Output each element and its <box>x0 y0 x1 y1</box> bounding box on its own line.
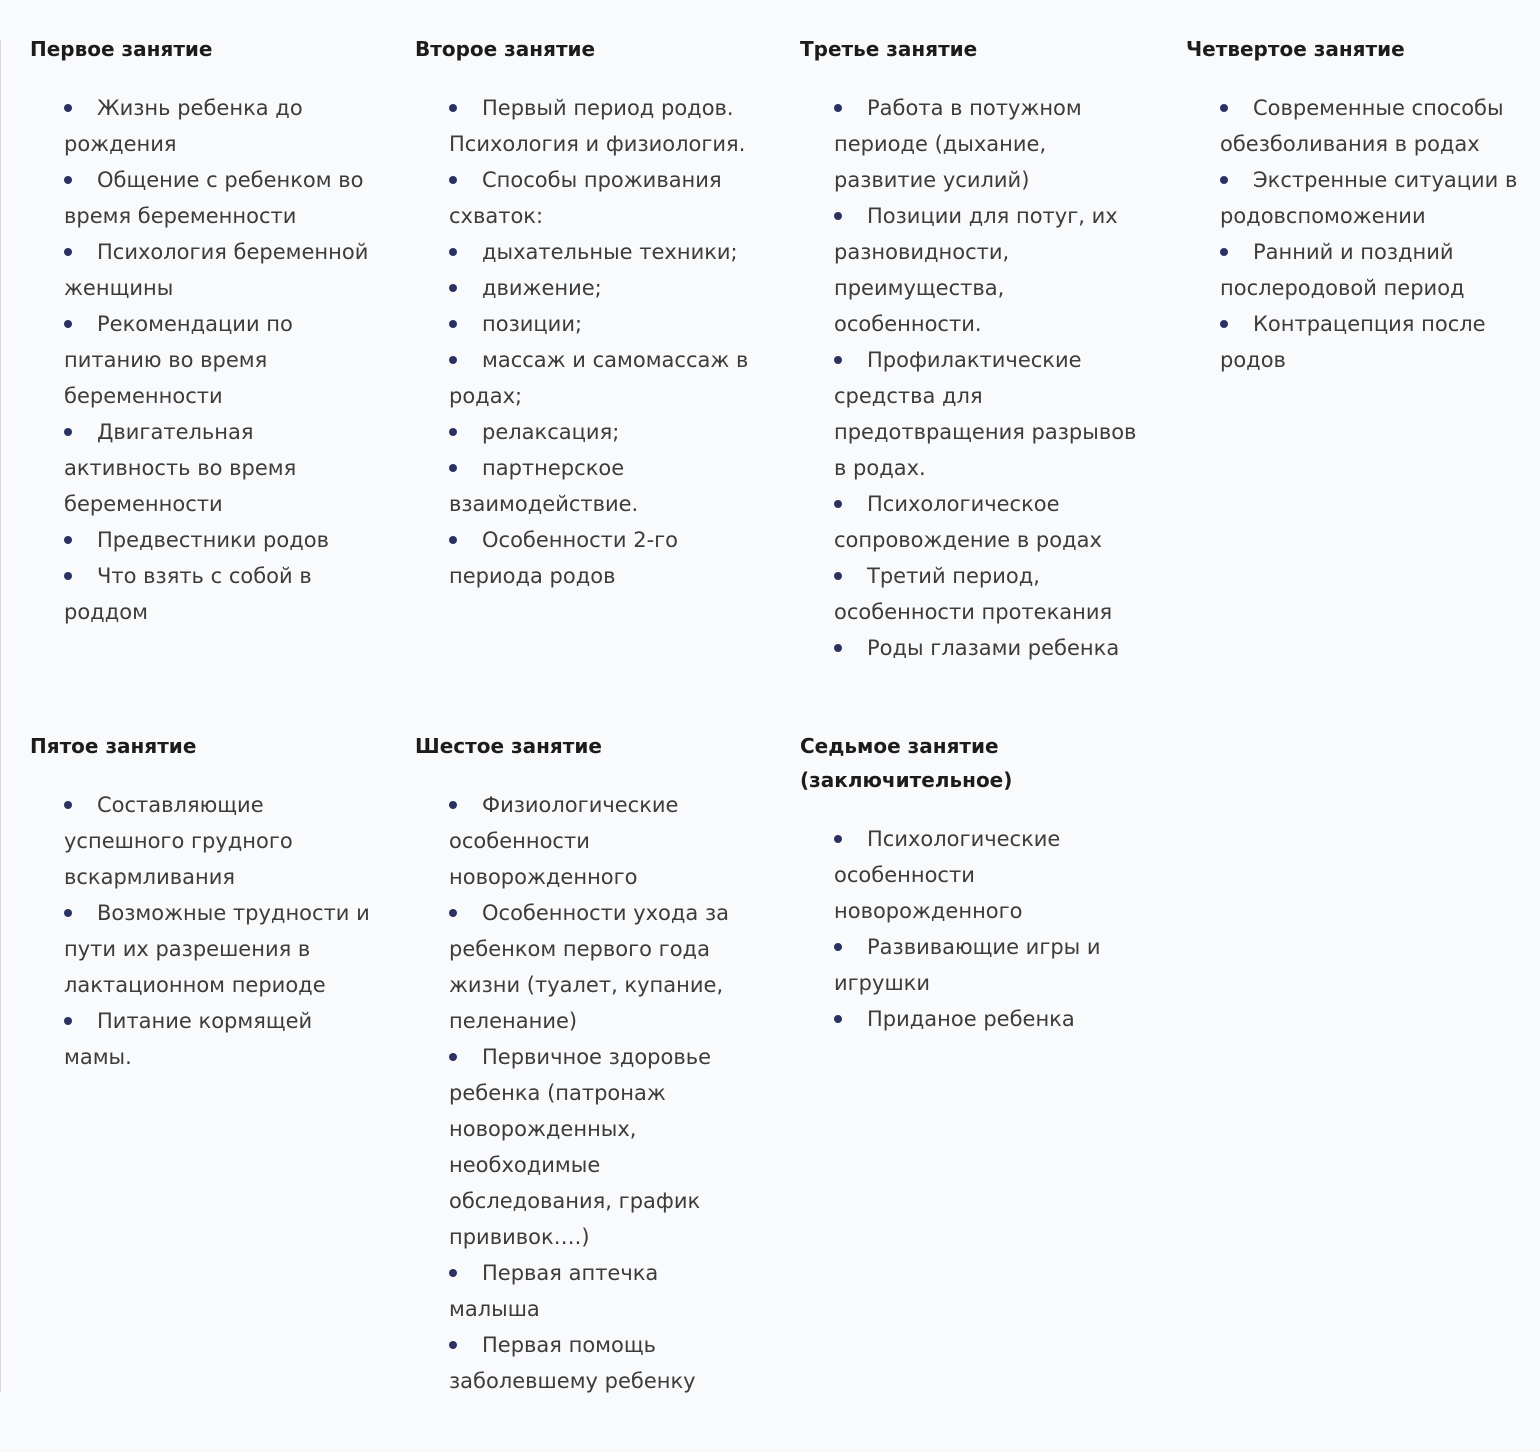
topic-item <box>834 821 1140 929</box>
topic-item <box>1220 234 1526 306</box>
bullet-icon <box>449 356 457 364</box>
topic-item <box>449 306 755 342</box>
bullet-icon <box>449 1341 457 1349</box>
topic-text: Предвестники родов <box>97 528 329 552</box>
lesson-2 <box>415 32 755 594</box>
topic-item <box>449 1039 755 1255</box>
topic-text: движение; <box>482 276 602 300</box>
bullet-icon <box>449 464 457 472</box>
topic-text: Роды глазами ребенка <box>867 636 1120 660</box>
topic-text: позиции; <box>482 312 583 336</box>
bullet-icon <box>449 909 457 917</box>
bullet-icon <box>64 801 72 809</box>
topic-list <box>415 90 755 594</box>
topic-item <box>449 522 755 594</box>
topic-text: Психология беременной женщины <box>64 240 369 300</box>
bullet-icon <box>449 1269 457 1277</box>
topic-text: Профилактические средства для предотвращения разрывов в родах. <box>834 348 1137 480</box>
topic-text: релаксация; <box>482 420 620 444</box>
topic-item <box>1220 90 1526 162</box>
topic-text: Первая аптечка малыша <box>449 1261 659 1321</box>
topic-list <box>30 90 370 630</box>
bullet-icon <box>1220 248 1228 256</box>
topic-item <box>449 270 755 306</box>
topic-text: Первая помощь заболевшему ребенку <box>449 1333 696 1393</box>
bullet-icon <box>449 284 457 292</box>
bullet-icon <box>64 320 72 328</box>
left-divider <box>0 40 1 1392</box>
bullet-icon <box>64 572 72 580</box>
topic-text: Психологическое сопровождение в родах <box>834 492 1102 552</box>
topic-text: Способы проживания схваток: <box>449 168 722 228</box>
lesson-title: Четвертое занятие <box>1186 37 1405 61</box>
bullet-icon <box>449 176 457 184</box>
bullet-icon <box>64 536 72 544</box>
topic-text: Особенности ухода за ребенком первого года жизни (туалет, купание, пеленание) <box>449 901 730 1033</box>
topic-item <box>834 630 1140 666</box>
topic-text: Третий период, особенности протекания <box>834 564 1113 624</box>
lesson-title: Седьмое занятие (заключительное) <box>800 734 1013 792</box>
bullet-icon <box>64 248 72 256</box>
bullet-icon <box>64 104 72 112</box>
bullet-icon <box>449 320 457 328</box>
topic-text: Общение с ребенком во время беременности <box>64 168 364 228</box>
lesson-6 <box>415 729 755 1399</box>
topic-item <box>834 929 1140 1001</box>
topic-text: Особенности 2-го периода родов <box>449 528 679 588</box>
topic-item <box>449 162 755 234</box>
topic-list <box>415 787 755 1399</box>
topic-list <box>30 787 370 1075</box>
topic-text: Позиции для потуг, их разновидности, преимущества, особенности. <box>834 204 1118 336</box>
lesson-title: Пятое занятие <box>30 734 197 758</box>
bullet-icon <box>449 536 457 544</box>
lesson-title: Третье занятие <box>800 37 978 61</box>
topic-text: Психологические особенности новорожденного <box>834 827 1061 923</box>
topic-text: Первый период родов. Психология и физиология. <box>449 96 746 156</box>
topic-text: Что взять с собой в роддом <box>64 564 312 624</box>
topic-item <box>64 306 370 414</box>
bullet-icon <box>449 248 457 256</box>
topic-text: дыхательные техники; <box>482 240 738 264</box>
topic-item <box>449 234 755 270</box>
bullet-icon <box>834 356 842 364</box>
topic-item <box>64 1003 370 1075</box>
lesson-4 <box>1186 32 1526 378</box>
topic-item <box>64 234 370 306</box>
topic-text: Рекомендации по питанию во время беременности <box>64 312 293 408</box>
topic-item <box>64 522 370 558</box>
topic-text: Возможные трудности и пути их разрешения в лактационном периоде <box>64 901 370 997</box>
topic-item <box>834 1001 1140 1037</box>
topic-item <box>449 90 755 162</box>
lesson-3 <box>800 32 1140 666</box>
bullet-icon <box>834 943 842 951</box>
bullet-icon <box>64 1017 72 1025</box>
topic-text: Питание кормящей мамы. <box>64 1009 313 1069</box>
topic-text: массаж и самомассаж в родах; <box>449 348 749 408</box>
topic-item <box>449 450 755 522</box>
topic-item <box>834 342 1140 486</box>
bullet-icon <box>834 500 842 508</box>
topic-item <box>449 787 755 895</box>
topic-item <box>1220 162 1526 234</box>
bullet-icon <box>834 572 842 580</box>
topic-item <box>1220 306 1526 378</box>
bullet-icon <box>1220 104 1228 112</box>
topic-text: партнерское взаимодействие. <box>449 456 639 516</box>
topic-list <box>800 821 1140 1037</box>
topic-item <box>834 558 1140 630</box>
bullet-icon <box>834 212 842 220</box>
bullet-icon <box>1220 176 1228 184</box>
topic-text: Жизнь ребенка до рождения <box>64 96 303 156</box>
bullet-icon <box>449 104 457 112</box>
bullet-icon <box>1220 320 1228 328</box>
lesson-7 <box>800 729 1140 1037</box>
topic-item <box>64 414 370 522</box>
topic-text: Контрацепция после родов <box>1220 312 1486 372</box>
topic-text: Работа в потужном периоде (дыхание, развитие усилий) <box>834 96 1082 192</box>
topic-text: Экстренные ситуации в родовспоможении <box>1220 168 1518 228</box>
topic-item <box>64 895 370 1003</box>
topic-item <box>449 1327 755 1399</box>
topic-text: Физиологические особенности новорожденного <box>449 793 679 889</box>
lesson-title: Первое занятие <box>30 37 213 61</box>
bullet-icon <box>834 835 842 843</box>
bullet-icon <box>64 428 72 436</box>
topic-item <box>449 414 755 450</box>
bullet-icon <box>834 104 842 112</box>
topic-item <box>834 90 1140 198</box>
topic-item <box>64 162 370 234</box>
bullet-icon <box>64 909 72 917</box>
topic-text: Приданое ребенка <box>867 1007 1075 1031</box>
topic-item <box>449 895 755 1039</box>
bullet-icon <box>834 1015 842 1023</box>
lesson-5 <box>30 729 370 1075</box>
lesson-title: Шестое занятие <box>415 734 602 758</box>
bullet-icon <box>449 1053 457 1061</box>
topic-item <box>449 1255 755 1327</box>
lesson-1 <box>30 32 370 630</box>
topic-text: Двигательная активность во время беременности <box>64 420 297 516</box>
bullet-icon <box>449 801 457 809</box>
topic-item <box>834 486 1140 558</box>
bullet-icon <box>64 176 72 184</box>
topic-list <box>800 90 1140 666</box>
topic-item <box>834 198 1140 342</box>
topic-item <box>64 90 370 162</box>
topic-item <box>64 787 370 895</box>
topic-text: Первичное здоровье ребенка (патронаж новорожденных, необходимые обследования, график прививок….) <box>449 1045 712 1249</box>
topic-text: Развивающие игры и игрушки <box>834 935 1101 995</box>
bullet-icon <box>449 428 457 436</box>
topic-item <box>449 342 755 414</box>
topic-text: Современные способы обезболивания в родах <box>1220 96 1504 156</box>
topic-text: Ранний и поздний послеродовой период <box>1220 240 1465 300</box>
topic-text: Составляющие успешного грудного вскармливания <box>64 793 293 889</box>
bullet-icon <box>834 644 842 652</box>
lesson-title: Второе занятие <box>415 37 596 61</box>
topic-item <box>64 558 370 630</box>
topic-list <box>1186 90 1526 378</box>
